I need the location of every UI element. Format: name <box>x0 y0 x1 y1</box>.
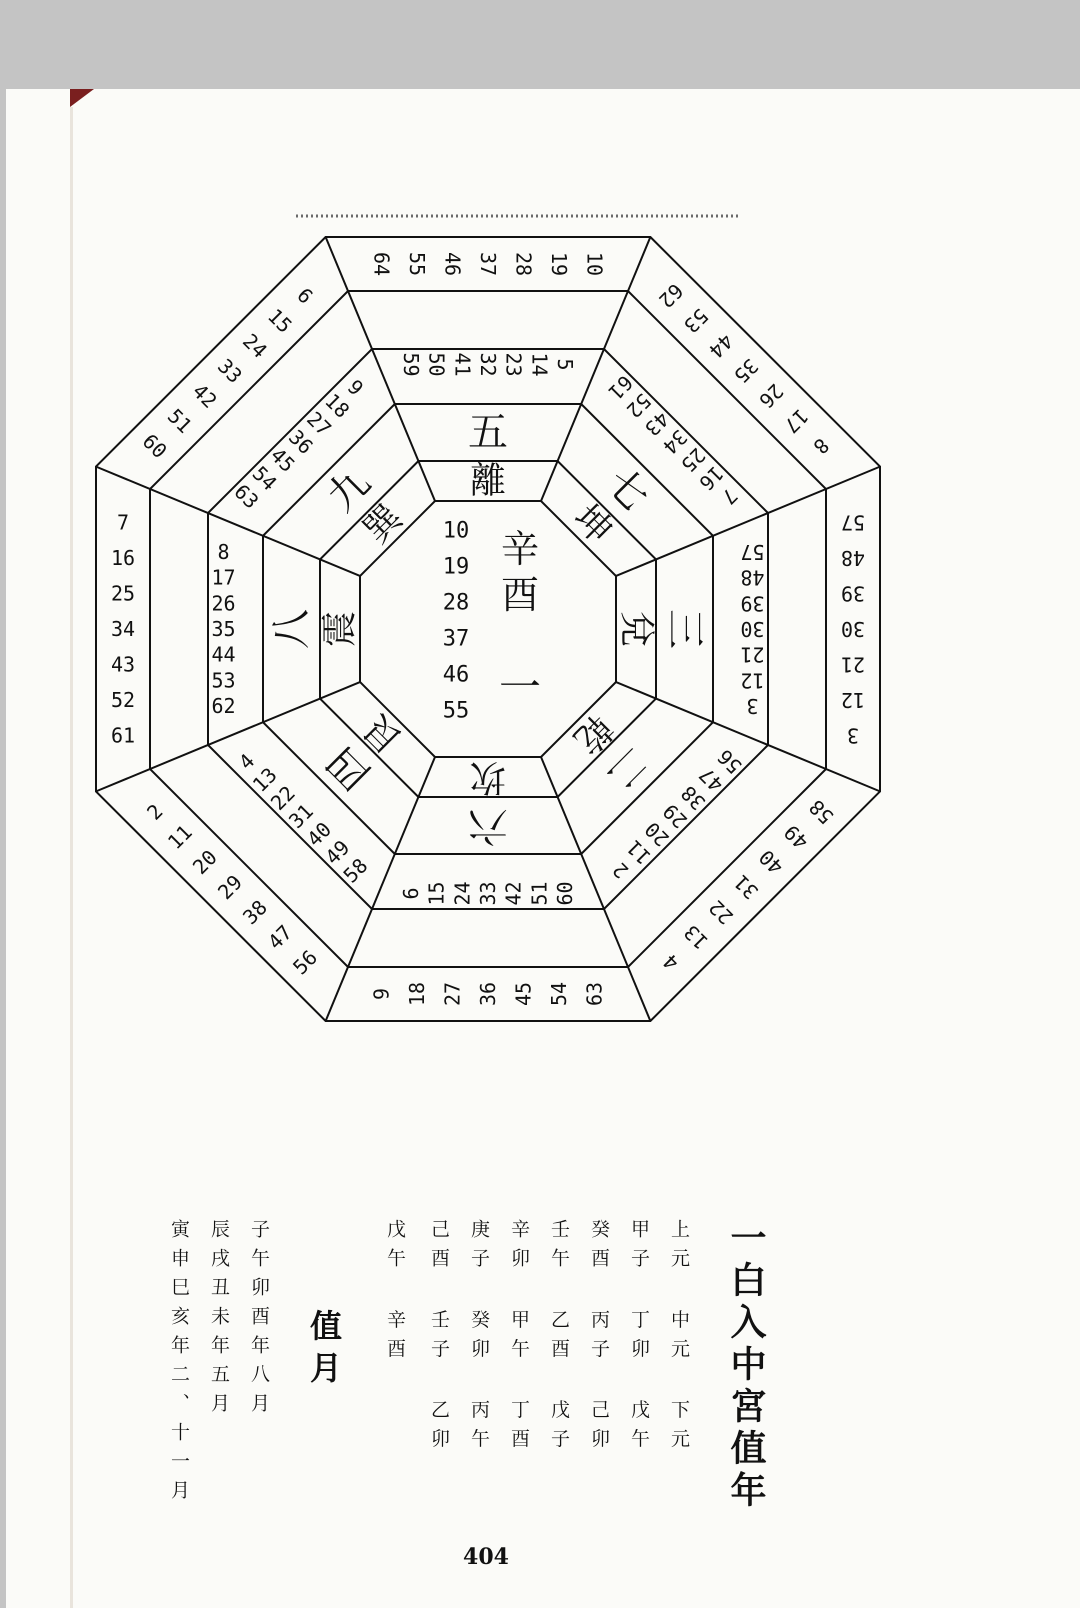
sector-east-far-year: 16 <box>110 546 136 571</box>
chart-title: 一白入中宮值年 <box>725 1219 767 1513</box>
sector-north-outer-year: 6 <box>398 887 423 900</box>
sector-northwest-outer-year: 2 <box>607 857 634 884</box>
sector-northeast-far-year: 47 <box>262 920 298 955</box>
center-year: 28 <box>442 590 470 616</box>
center-year: 55 <box>442 698 470 724</box>
sector-north-outer-year: 24 <box>450 881 475 906</box>
month-row-2: 辰戌丑未年五月 <box>208 1219 230 1422</box>
sector-northeast-far-year: 56 <box>288 945 323 980</box>
sector-southeast-outer-year: 45 <box>265 443 300 478</box>
sector-northwest-far-year: 13 <box>678 920 714 955</box>
sector-west-outer-year: 39 <box>740 591 765 616</box>
sector-southeast-far-year: 15 <box>262 303 298 338</box>
sector-northwest-far-year: 22 <box>704 895 739 930</box>
month-row-1: 子午卯酉年八月 <box>248 1219 270 1422</box>
sector-southwest-outer-year: 61 <box>603 370 638 405</box>
sector-east-far-year: 52 <box>110 687 136 712</box>
center-year: 10 <box>442 518 470 544</box>
sector-southwest-outer-year: 7 <box>716 483 743 510</box>
sector-southeast-far-year: 33 <box>212 353 247 388</box>
sector-southeast-outer-year: 63 <box>229 479 264 514</box>
sector-northeast-far-year: 2 <box>142 799 168 825</box>
sector-southeast-outer-year: 54 <box>247 461 282 496</box>
sector-northwest-trigram: 乾 <box>565 706 620 761</box>
book-page <box>6 89 1080 1608</box>
sector-southeast-far-year: 6 <box>292 283 318 309</box>
sector-west-outer-year: 3 <box>746 694 759 719</box>
sector-northwest-far-year: 49 <box>779 819 814 855</box>
sector-south-outer-year: 59 <box>398 352 423 377</box>
sector-northeast-far-year: 20 <box>187 845 222 880</box>
sector-southwest-far-year: 35 <box>729 353 764 388</box>
sector-north-far-year: 36 <box>476 981 500 1007</box>
sector-south-far-year: 46 <box>440 251 465 277</box>
sector-northwest-outer-year: 56 <box>712 744 747 779</box>
sector-northeast-outer-year: 31 <box>283 799 318 834</box>
sector-south-far-year: 64 <box>369 251 394 277</box>
sector-northeast-outer-year: 4 <box>233 748 260 775</box>
sector-southwest-far-year: 62 <box>653 278 688 313</box>
sector-northwest-far-year: 4 <box>658 949 684 975</box>
sector-west-far-year: 39 <box>840 581 866 606</box>
sector-northeast-trigram: 艮 <box>356 706 411 761</box>
sector-north-number: 六 <box>468 802 508 849</box>
center-year: 37 <box>442 626 470 652</box>
center-ganzhi-char: 辛 <box>500 527 540 571</box>
sector-south-number: 五 <box>468 409 508 456</box>
sector-northeast-number: 四 <box>318 737 380 799</box>
year-row-4: 辛卯 甲午 丁酉 <box>508 1219 530 1458</box>
sector-northwest-number: 二 <box>596 737 658 799</box>
sector-west-far-year: 48 <box>840 546 866 571</box>
sector-east-far-year: 61 <box>110 723 136 748</box>
sector-southwest-far-year: 53 <box>678 303 714 338</box>
sector-north-outer-year: 15 <box>424 881 449 906</box>
yuan-header: 上元 中元 下元 <box>668 1219 690 1458</box>
sector-northwest-far-year: 40 <box>754 845 789 880</box>
page-number: 404 <box>463 1544 509 1570</box>
sector-west-far-year: 12 <box>840 687 866 712</box>
sector-south-outer-year: 14 <box>527 352 552 377</box>
sector-east-outer-year: 62 <box>211 694 236 719</box>
sector-east-outer-year: 44 <box>211 642 236 667</box>
sector-north-outer-year: 51 <box>527 881 552 906</box>
sector-north-far-year: 27 <box>440 981 465 1007</box>
sector-south-far-year: 55 <box>405 251 430 277</box>
sector-east-outer-year: 26 <box>211 591 236 616</box>
sector-west-outer-year: 21 <box>740 642 765 667</box>
sector-east-trigram: 震 <box>319 610 361 648</box>
sector-southwest-outer-year: 16 <box>694 461 729 496</box>
sector-west-far-year: 57 <box>840 510 866 535</box>
year-row-6: 己酉 壬子 乙卯 <box>428 1219 450 1458</box>
sector-north-far-year: 54 <box>546 981 571 1007</box>
year-row-5: 庚子 癸卯 丙午 <box>468 1219 490 1458</box>
sector-south-outer-year: 32 <box>476 352 500 377</box>
sector-north-outer-year: 60 <box>553 881 578 906</box>
sector-northwest-outer-year: 38 <box>676 780 711 815</box>
year-row-2: 癸酉 丙子 己卯 <box>588 1219 610 1458</box>
year-row-3: 壬午 乙酉 戊子 <box>548 1219 570 1458</box>
sector-south-outer-year: 50 <box>424 352 449 377</box>
sector-east-number: 八 <box>268 609 315 649</box>
center-number: 一 <box>498 662 542 712</box>
sector-south-far-year: 19 <box>546 251 571 277</box>
sector-northeast-far-year: 29 <box>212 870 247 905</box>
sector-south-far-year: 10 <box>582 251 607 277</box>
sector-south-outer-year: 41 <box>450 352 475 377</box>
sector-north-outer-year: 42 <box>501 881 526 906</box>
sector-northeast-far-year: 11 <box>162 819 197 855</box>
sector-west-far-year: 21 <box>840 652 866 677</box>
sector-southeast-outer-year: 18 <box>320 388 355 423</box>
sector-north-far-year: 63 <box>582 981 607 1007</box>
sector-west-trigram: 兌 <box>615 610 657 648</box>
sector-northeast-outer-year: 40 <box>302 817 337 852</box>
sector-southeast-trigram: 巽 <box>356 497 411 552</box>
sector-southwest-far-year: 8 <box>808 433 834 459</box>
sector-east-far-year: 25 <box>110 581 136 606</box>
sector-southeast-outer-year: 27 <box>302 406 337 441</box>
sector-northwest-outer-year: 47 <box>694 762 729 797</box>
sector-northeast-outer-year: 22 <box>265 780 300 815</box>
sector-east-outer-year: 8 <box>217 539 230 564</box>
sector-southwest-far-year: 26 <box>754 378 789 413</box>
sector-northeast-outer-year: 58 <box>338 853 373 888</box>
sector-southwest-number: 七 <box>596 459 658 521</box>
sector-southwest-far-year: 44 <box>704 328 739 363</box>
sector-northwest-far-year: 31 <box>729 870 764 905</box>
sector-northeast-outer-year: 49 <box>320 835 355 870</box>
sector-southeast-outer-year: 36 <box>283 424 318 459</box>
sector-west-far-year: 3 <box>846 723 860 748</box>
bagua-diagram <box>6 89 1006 1169</box>
sector-north-far-year: 9 <box>369 987 394 1001</box>
month-row-3: 寅申巳亥年二、十一月 <box>168 1219 190 1509</box>
year-row-1: 甲子 丁卯 戊午 <box>628 1219 650 1458</box>
sector-north-trigram: 坎 <box>469 756 507 798</box>
sector-southwest-outer-year: 25 <box>676 443 711 478</box>
sector-east-far-year: 43 <box>110 652 136 677</box>
sector-west-far-year: 30 <box>840 617 866 641</box>
sector-southwest-outer-year: 43 <box>639 406 674 441</box>
center-year: 19 <box>442 554 470 580</box>
sector-southeast-far-year: 51 <box>162 403 197 439</box>
sector-northeast-outer-year: 13 <box>247 762 282 797</box>
sector-northwest-outer-year: 11 <box>621 835 656 870</box>
sector-southeast-far-year: 60 <box>137 429 172 464</box>
sector-south-outer-year: 23 <box>501 352 526 377</box>
sector-east-outer-year: 35 <box>211 617 236 641</box>
sector-west-outer-year: 57 <box>740 539 765 564</box>
sector-southeast-number: 九 <box>318 459 380 521</box>
sector-northwest-outer-year: 20 <box>639 817 674 852</box>
octagon-ring-5 <box>150 291 826 967</box>
sector-northwest-far-year: 58 <box>804 794 839 829</box>
sector-east-far-year: 34 <box>110 617 136 641</box>
sector-south-far-year: 37 <box>476 251 500 277</box>
sector-southwest-far-year: 17 <box>779 403 814 439</box>
sector-south-outer-year: 5 <box>553 358 578 371</box>
sector-north-outer-year: 33 <box>476 881 500 906</box>
sector-west-outer-year: 30 <box>740 617 765 641</box>
sector-east-outer-year: 53 <box>211 668 236 693</box>
sector-west-number: 三 <box>661 609 708 649</box>
center-year: 46 <box>442 662 470 688</box>
sector-southeast-outer-year: 9 <box>342 374 369 401</box>
sector-southeast-far-year: 24 <box>237 328 272 363</box>
sector-southwest-trigram: 坤 <box>565 497 620 552</box>
center-ganzhi-char: 酉 <box>500 573 540 617</box>
sector-east-far-year: 7 <box>116 510 130 535</box>
year-row-7: 戊午 辛酉 <box>384 1219 406 1368</box>
month-title: 值月 <box>305 1309 343 1393</box>
sector-northwest-outer-year: 29 <box>658 799 693 834</box>
sector-southeast-far-year: 42 <box>187 378 222 413</box>
sector-southwest-outer-year: 52 <box>621 388 656 423</box>
sector-northeast-far-year: 38 <box>237 895 272 930</box>
sector-north-far-year: 18 <box>405 981 430 1007</box>
octagon-ring-1 <box>360 501 616 757</box>
sector-south-trigram: 離 <box>469 460 507 502</box>
sector-south-far-year: 28 <box>511 251 536 277</box>
sector-east-outer-year: 17 <box>211 565 236 590</box>
sector-west-outer-year: 48 <box>740 565 765 590</box>
sector-southwest-outer-year: 34 <box>658 424 693 459</box>
sector-north-far-year: 45 <box>511 981 536 1007</box>
sector-west-outer-year: 12 <box>740 668 765 693</box>
